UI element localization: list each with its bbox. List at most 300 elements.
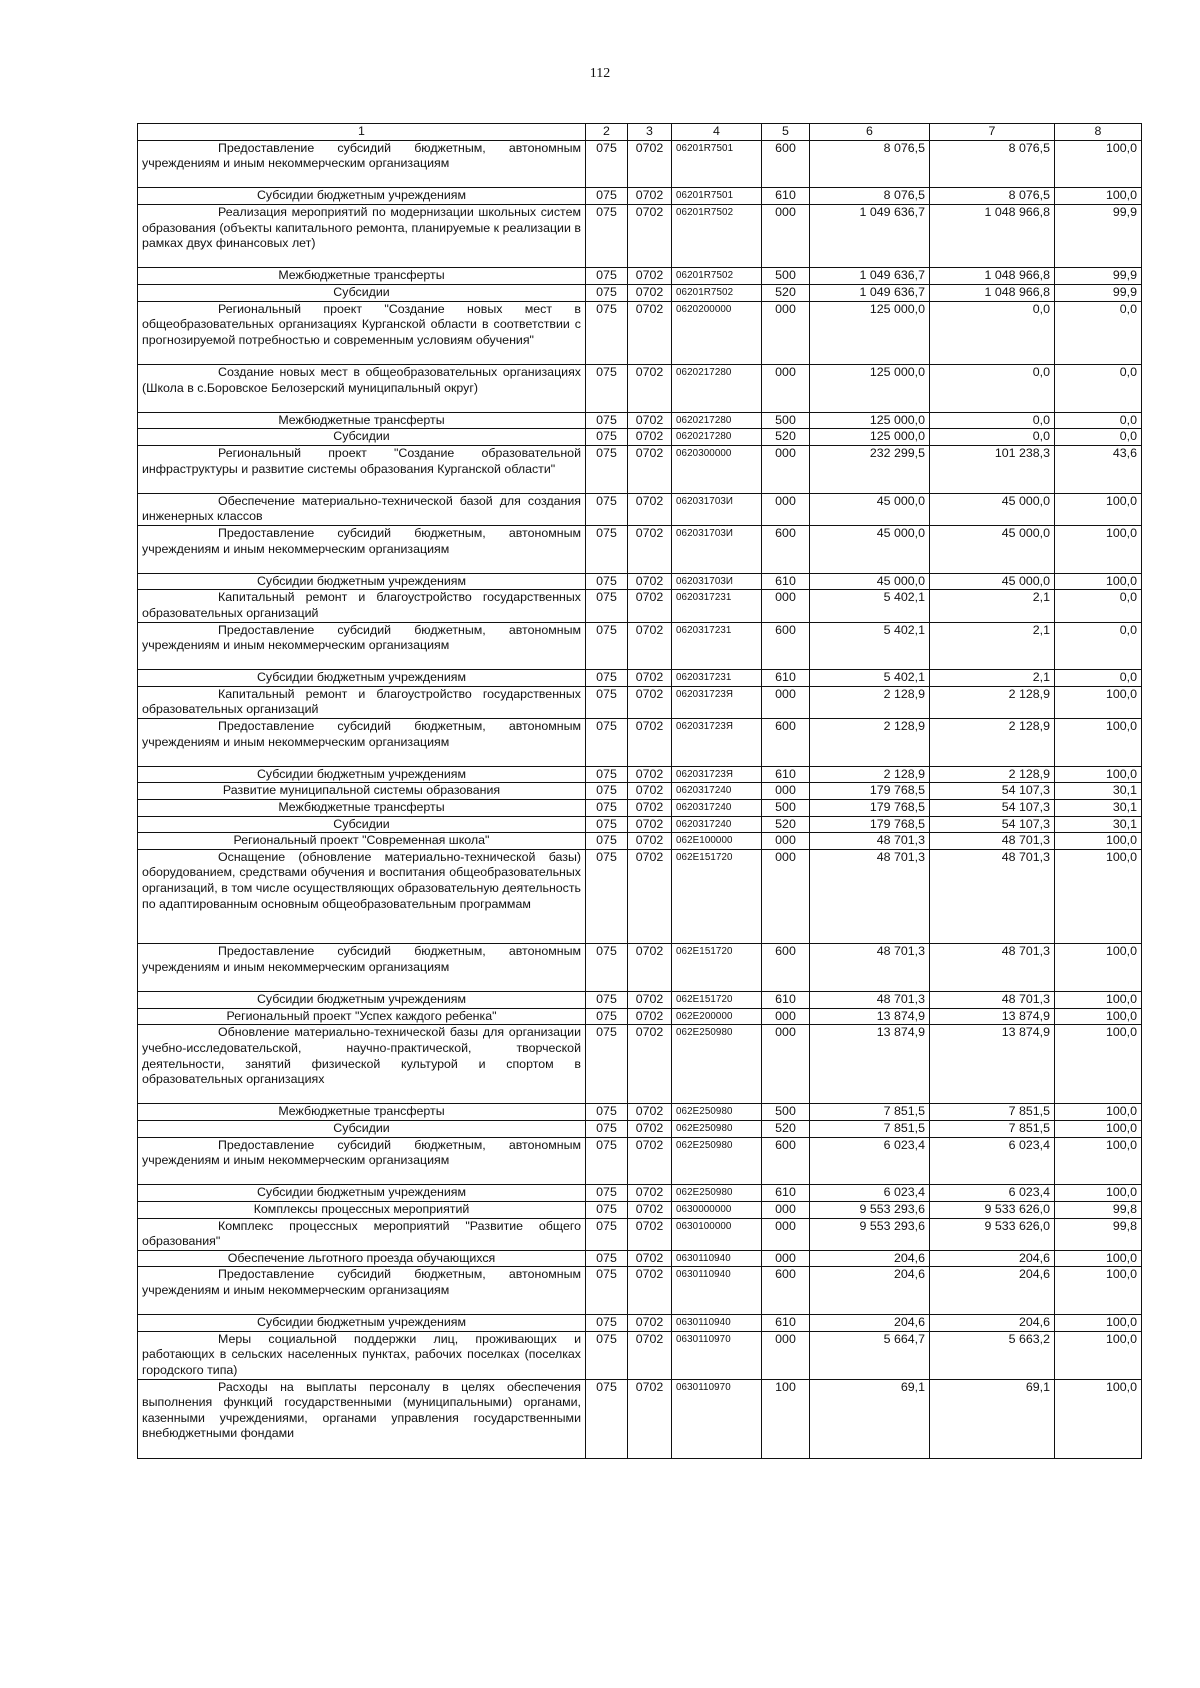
- row-expense-type: 000: [762, 1250, 810, 1267]
- row-admin-code: 075: [586, 590, 628, 622]
- row-name: Предоставление субсидий бюджетным, автономным учреждениям и иным некоммерческим организациям: [138, 140, 586, 188]
- row-expense-type: 610: [762, 573, 810, 590]
- row-planned: 232 299,5: [810, 445, 930, 493]
- row-section: 0702: [628, 1121, 672, 1138]
- table-row: [138, 284, 1142, 301]
- row-target-code: 062031703И: [672, 493, 762, 525]
- row-admin-code: 075: [586, 412, 628, 429]
- row-executed: 8 076,5: [930, 140, 1055, 188]
- row-executed: 2 128,9: [930, 686, 1055, 718]
- row-target-code: 062031723Я: [672, 719, 762, 767]
- row-expense-type: 600: [762, 1267, 810, 1315]
- row-expense-type: 000: [762, 590, 810, 622]
- row-planned: 125 000,0: [810, 301, 930, 364]
- row-expense-type: 000: [762, 445, 810, 493]
- row-target-code: 062031703И: [672, 525, 762, 573]
- header-row: [138, 124, 1142, 141]
- row-percent: 0,0: [1055, 670, 1142, 687]
- row-planned: 125 000,0: [810, 412, 930, 429]
- row-executed: 45 000,0: [930, 573, 1055, 590]
- row-target-code: 0620317240: [672, 800, 762, 817]
- row-name: Предоставление субсидий бюджетным, автономным учреждениям и иным некоммерческим организациям: [138, 944, 586, 992]
- table-row: [138, 992, 1142, 1009]
- column-header: 6: [810, 124, 930, 141]
- row-planned: 1 049 636,7: [810, 284, 930, 301]
- row-admin-code: 075: [586, 1104, 628, 1121]
- row-target-code: 0620217280: [672, 364, 762, 412]
- row-executed: 54 107,3: [930, 816, 1055, 833]
- row-percent: 30,1: [1055, 783, 1142, 800]
- row-expense-type: 000: [762, 1025, 810, 1104]
- row-planned: 8 076,5: [810, 140, 930, 188]
- row-section: 0702: [628, 800, 672, 817]
- row-admin-code: 075: [586, 1202, 628, 1219]
- row-admin-code: 075: [586, 686, 628, 718]
- table-row: [138, 445, 1142, 493]
- row-admin-code: 075: [586, 1379, 628, 1458]
- row-target-code: 06201R7502: [672, 268, 762, 285]
- row-name: Создание новых мест в общеобразовательных организациях (Школа в с.Боровское Белозерский муниципальный округ): [138, 364, 586, 412]
- row-section: 0702: [628, 1331, 672, 1379]
- row-name: Субсидии бюджетным учреждениям: [138, 573, 586, 590]
- row-section: 0702: [628, 525, 672, 573]
- row-executed: 204,6: [930, 1267, 1055, 1315]
- row-target-code: 062031723Я: [672, 766, 762, 783]
- table-row: [138, 816, 1142, 833]
- table-row: [138, 1267, 1142, 1315]
- row-target-code: 0620317240: [672, 816, 762, 833]
- row-percent: 100,0: [1055, 1121, 1142, 1138]
- row-planned: 48 701,3: [810, 992, 930, 1009]
- row-admin-code: 075: [586, 719, 628, 767]
- row-target-code: 062E250980: [672, 1137, 762, 1185]
- row-target-code: 062E151720: [672, 944, 762, 992]
- row-percent: 100,0: [1055, 944, 1142, 992]
- row-executed: 7 851,5: [930, 1121, 1055, 1138]
- row-percent: 100,0: [1055, 833, 1142, 850]
- row-planned: 48 701,3: [810, 849, 930, 944]
- row-target-code: 0620317240: [672, 783, 762, 800]
- row-admin-code: 075: [586, 204, 628, 267]
- row-target-code: 0630110940: [672, 1315, 762, 1332]
- row-planned: 45 000,0: [810, 525, 930, 573]
- row-admin-code: 075: [586, 1267, 628, 1315]
- column-header: 3: [628, 124, 672, 141]
- row-name: Субсидии: [138, 429, 586, 446]
- row-admin-code: 075: [586, 833, 628, 850]
- row-name: Комплекс процессных мероприятий "Развитие общего образования": [138, 1218, 586, 1250]
- row-planned: 45 000,0: [810, 493, 930, 525]
- row-target-code: 0620200000: [672, 301, 762, 364]
- row-name: Региональный проект "Создание образовательной инфраструктуры и развитие системы образования Курганской области": [138, 445, 586, 493]
- row-admin-code: 075: [586, 1315, 628, 1332]
- row-expense-type: 000: [762, 301, 810, 364]
- column-header: 8: [1055, 124, 1142, 141]
- row-admin-code: 075: [586, 284, 628, 301]
- row-expense-type: 100: [762, 1379, 810, 1458]
- row-target-code: 062E250980: [672, 1121, 762, 1138]
- row-planned: 1 049 636,7: [810, 204, 930, 267]
- row-section: 0702: [628, 268, 672, 285]
- row-percent: 43,6: [1055, 445, 1142, 493]
- table-row: [138, 766, 1142, 783]
- row-expense-type: 600: [762, 719, 810, 767]
- row-executed: 5 663,2: [930, 1331, 1055, 1379]
- row-planned: 179 768,5: [810, 816, 930, 833]
- table-row: [138, 783, 1142, 800]
- row-target-code: 0630110940: [672, 1267, 762, 1315]
- table-row: [138, 800, 1142, 817]
- row-name: Межбюджетные трансферты: [138, 412, 586, 429]
- table-row: [138, 1104, 1142, 1121]
- row-planned: 179 768,5: [810, 800, 930, 817]
- table-row: [138, 301, 1142, 364]
- row-target-code: 062E250980: [672, 1025, 762, 1104]
- table-row: [138, 1202, 1142, 1219]
- row-expense-type: 500: [762, 412, 810, 429]
- row-expense-type: 600: [762, 944, 810, 992]
- row-expense-type: 610: [762, 670, 810, 687]
- row-name: Региональный проект "Создание новых мест в общеобразовательных организациях Курганской области в соответствии с прогнозируемой потребностью и современным условиям обучения": [138, 301, 586, 364]
- row-expense-type: 600: [762, 622, 810, 670]
- row-name: Субсидии бюджетным учреждениям: [138, 670, 586, 687]
- row-expense-type: 500: [762, 1104, 810, 1121]
- row-name: Субсидии бюджетным учреждениям: [138, 1185, 586, 1202]
- row-target-code: 06201R7501: [672, 140, 762, 188]
- row-admin-code: 075: [586, 783, 628, 800]
- row-section: 0702: [628, 445, 672, 493]
- row-target-code: 06201R7501: [672, 188, 762, 205]
- row-target-code: 0620217280: [672, 412, 762, 429]
- row-section: 0702: [628, 1025, 672, 1104]
- row-target-code: 06201R7502: [672, 204, 762, 267]
- row-admin-code: 075: [586, 1250, 628, 1267]
- row-planned: 5 664,7: [810, 1331, 930, 1379]
- table-row: [138, 140, 1142, 188]
- row-percent: 0,0: [1055, 364, 1142, 412]
- row-admin-code: 075: [586, 766, 628, 783]
- row-admin-code: 075: [586, 445, 628, 493]
- row-executed: 6 023,4: [930, 1137, 1055, 1185]
- row-planned: 179 768,5: [810, 783, 930, 800]
- row-expense-type: 610: [762, 1185, 810, 1202]
- table-row: [138, 429, 1142, 446]
- row-target-code: 062E151720: [672, 992, 762, 1009]
- row-name: Капитальный ремонт и благоустройство государственных образовательных организаций: [138, 686, 586, 718]
- table-row: [138, 719, 1142, 767]
- row-admin-code: 075: [586, 944, 628, 992]
- row-percent: 30,1: [1055, 816, 1142, 833]
- row-name: Обновление материально-технической базы для организации учебно-исследовательской, научно-практической, творческой деятельности, занятий физической культурой и спортом в образовательных организациях: [138, 1025, 586, 1104]
- row-planned: 2 128,9: [810, 719, 930, 767]
- row-percent: 100,0: [1055, 1185, 1142, 1202]
- row-planned: 9 553 293,6: [810, 1218, 930, 1250]
- row-expense-type: 000: [762, 204, 810, 267]
- table-row: [138, 1121, 1142, 1138]
- row-executed: 13 874,9: [930, 1025, 1055, 1104]
- row-name: Предоставление субсидий бюджетным, автономным учреждениям и иным некоммерческим организациям: [138, 525, 586, 573]
- row-name: Субсидии бюджетным учреждениям: [138, 1315, 586, 1332]
- row-planned: 6 023,4: [810, 1185, 930, 1202]
- row-executed: 101 238,3: [930, 445, 1055, 493]
- row-admin-code: 075: [586, 1218, 628, 1250]
- row-executed: 1 048 966,8: [930, 268, 1055, 285]
- table-row: [138, 1218, 1142, 1250]
- row-expense-type: 000: [762, 1008, 810, 1025]
- row-name: Межбюджетные трансферты: [138, 800, 586, 817]
- row-name: Субсидии: [138, 284, 586, 301]
- row-target-code: 0630110970: [672, 1331, 762, 1379]
- row-executed: 6 023,4: [930, 1185, 1055, 1202]
- row-percent: 100,0: [1055, 719, 1142, 767]
- row-section: 0702: [628, 1315, 672, 1332]
- row-executed: 204,6: [930, 1315, 1055, 1332]
- table-row: [138, 1315, 1142, 1332]
- table-row: [138, 204, 1142, 267]
- row-section: 0702: [628, 140, 672, 188]
- row-percent: 0,0: [1055, 429, 1142, 446]
- row-target-code: 0620300000: [672, 445, 762, 493]
- row-executed: 1 048 966,8: [930, 204, 1055, 267]
- column-header: 1: [138, 124, 586, 141]
- row-target-code: 06201R7502: [672, 284, 762, 301]
- row-admin-code: 075: [586, 816, 628, 833]
- row-expense-type: 000: [762, 833, 810, 850]
- row-planned: 7 851,5: [810, 1121, 930, 1138]
- row-percent: 99,8: [1055, 1218, 1142, 1250]
- row-executed: 2,1: [930, 670, 1055, 687]
- row-section: 0702: [628, 573, 672, 590]
- table-row: [138, 1025, 1142, 1104]
- row-section: 0702: [628, 1137, 672, 1185]
- row-section: 0702: [628, 816, 672, 833]
- row-executed: 2,1: [930, 590, 1055, 622]
- row-admin-code: 075: [586, 800, 628, 817]
- row-percent: 100,0: [1055, 1025, 1142, 1104]
- row-executed: 0,0: [930, 301, 1055, 364]
- row-section: 0702: [628, 1008, 672, 1025]
- row-executed: 9 533 626,0: [930, 1218, 1055, 1250]
- row-expense-type: 600: [762, 1137, 810, 1185]
- row-name: Субсидии: [138, 816, 586, 833]
- row-admin-code: 075: [586, 301, 628, 364]
- row-name: Межбюджетные трансферты: [138, 1104, 586, 1121]
- row-expense-type: 520: [762, 816, 810, 833]
- row-executed: 48 701,3: [930, 849, 1055, 944]
- row-name: Субсидии бюджетным учреждениям: [138, 766, 586, 783]
- row-section: 0702: [628, 188, 672, 205]
- table-row: [138, 622, 1142, 670]
- row-planned: 2 128,9: [810, 766, 930, 783]
- row-expense-type: 610: [762, 992, 810, 1009]
- row-percent: 100,0: [1055, 1267, 1142, 1315]
- row-expense-type: 000: [762, 1331, 810, 1379]
- table-row: [138, 412, 1142, 429]
- row-planned: 8 076,5: [810, 188, 930, 205]
- table-row: [138, 573, 1142, 590]
- column-header: 7: [930, 124, 1055, 141]
- row-executed: 9 533 626,0: [930, 1202, 1055, 1219]
- row-planned: 7 851,5: [810, 1104, 930, 1121]
- row-target-code: 0630000000: [672, 1202, 762, 1219]
- row-percent: 100,0: [1055, 1315, 1142, 1332]
- column-header: 5: [762, 124, 810, 141]
- row-planned: 5 402,1: [810, 670, 930, 687]
- row-planned: 48 701,3: [810, 944, 930, 992]
- row-target-code: 062E250980: [672, 1104, 762, 1121]
- row-expense-type: 500: [762, 800, 810, 817]
- table-body: [138, 124, 1142, 1459]
- row-name: Обеспечение материально-технической базой для создания инженерных классов: [138, 493, 586, 525]
- row-admin-code: 075: [586, 849, 628, 944]
- row-admin-code: 075: [586, 1121, 628, 1138]
- table-row: [138, 1250, 1142, 1267]
- row-target-code: 062E250980: [672, 1185, 762, 1202]
- row-admin-code: 075: [586, 992, 628, 1009]
- row-expense-type: 000: [762, 364, 810, 412]
- row-executed: 54 107,3: [930, 800, 1055, 817]
- row-name: Предоставление субсидий бюджетным, автономным учреждениям и иным некоммерческим организациям: [138, 1267, 586, 1315]
- row-section: 0702: [628, 493, 672, 525]
- table-row: [138, 1379, 1142, 1458]
- row-executed: 8 076,5: [930, 188, 1055, 205]
- row-percent: 99,8: [1055, 1202, 1142, 1219]
- row-planned: 125 000,0: [810, 364, 930, 412]
- row-expense-type: 520: [762, 284, 810, 301]
- row-percent: 100,0: [1055, 1379, 1142, 1458]
- row-executed: 48 701,3: [930, 944, 1055, 992]
- row-planned: 45 000,0: [810, 573, 930, 590]
- row-executed: 48 701,3: [930, 992, 1055, 1009]
- row-admin-code: 075: [586, 670, 628, 687]
- row-planned: 204,6: [810, 1267, 930, 1315]
- row-expense-type: 520: [762, 429, 810, 446]
- row-admin-code: 075: [586, 429, 628, 446]
- row-target-code: 062031723Я: [672, 686, 762, 718]
- row-executed: 54 107,3: [930, 783, 1055, 800]
- row-planned: 5 402,1: [810, 622, 930, 670]
- table-row: [138, 833, 1142, 850]
- row-planned: 13 874,9: [810, 1025, 930, 1104]
- row-percent: 100,0: [1055, 1331, 1142, 1379]
- row-expense-type: 000: [762, 1218, 810, 1250]
- budget-table: [137, 123, 1142, 1459]
- row-target-code: 062031703И: [672, 573, 762, 590]
- column-header: 2: [586, 124, 628, 141]
- row-section: 0702: [628, 944, 672, 992]
- row-expense-type: 520: [762, 1121, 810, 1138]
- row-section: 0702: [628, 849, 672, 944]
- table-row: [138, 944, 1142, 992]
- row-section: 0702: [628, 301, 672, 364]
- row-name: Реализация мероприятий по модернизации школьных систем образования (объекты капитального ремонта, планируемые к реализации в рамках двух финансовых лет): [138, 204, 586, 267]
- row-percent: 30,1: [1055, 800, 1142, 817]
- row-percent: 100,0: [1055, 1008, 1142, 1025]
- row-percent: 99,9: [1055, 204, 1142, 267]
- row-section: 0702: [628, 1218, 672, 1250]
- row-target-code: 0630110970: [672, 1379, 762, 1458]
- row-admin-code: 075: [586, 573, 628, 590]
- row-expense-type: 000: [762, 686, 810, 718]
- row-section: 0702: [628, 590, 672, 622]
- row-percent: 100,0: [1055, 1104, 1142, 1121]
- table-row: [138, 1137, 1142, 1185]
- row-section: 0702: [628, 1250, 672, 1267]
- row-name: Развитие муниципальной системы образования: [138, 783, 586, 800]
- row-name: Обеспечение льготного проезда обучающихся: [138, 1250, 586, 1267]
- row-section: 0702: [628, 204, 672, 267]
- row-executed: 13 874,9: [930, 1008, 1055, 1025]
- row-target-code: 062E200000: [672, 1008, 762, 1025]
- row-admin-code: 075: [586, 1185, 628, 1202]
- row-target-code: 0630110940: [672, 1250, 762, 1267]
- row-section: 0702: [628, 622, 672, 670]
- row-executed: 45 000,0: [930, 525, 1055, 573]
- row-name: Капитальный ремонт и благоустройство государственных образовательных организаций: [138, 590, 586, 622]
- table-row: [138, 590, 1142, 622]
- row-section: 0702: [628, 412, 672, 429]
- row-section: 0702: [628, 686, 672, 718]
- row-target-code: 0620317231: [672, 670, 762, 687]
- row-planned: 1 049 636,7: [810, 268, 930, 285]
- row-executed: 2,1: [930, 622, 1055, 670]
- row-expense-type: 610: [762, 188, 810, 205]
- table-row: [138, 686, 1142, 718]
- row-executed: 7 851,5: [930, 1104, 1055, 1121]
- row-section: 0702: [628, 429, 672, 446]
- row-percent: 100,0: [1055, 525, 1142, 573]
- row-executed: 1 048 966,8: [930, 284, 1055, 301]
- row-name: Оснащение (обновление материально-технической базы) оборудованием, средствами обучения и воспитания общеобразовательных организаций, в том числе осуществляющих образовательную деятельность по адаптированным основным общеобразовательным программам: [138, 849, 586, 944]
- table-row: [138, 188, 1142, 205]
- row-admin-code: 075: [586, 525, 628, 573]
- row-percent: 0,0: [1055, 301, 1142, 364]
- row-planned: 9 553 293,6: [810, 1202, 930, 1219]
- row-planned: 2 128,9: [810, 686, 930, 718]
- row-percent: 0,0: [1055, 412, 1142, 429]
- row-admin-code: 075: [586, 493, 628, 525]
- table-row: [138, 268, 1142, 285]
- row-section: 0702: [628, 1379, 672, 1458]
- row-admin-code: 075: [586, 140, 628, 188]
- row-percent: 100,0: [1055, 766, 1142, 783]
- row-planned: 48 701,3: [810, 833, 930, 850]
- row-name: Предоставление субсидий бюджетным, автономным учреждениям и иным некоммерческим организациям: [138, 622, 586, 670]
- row-expense-type: 000: [762, 493, 810, 525]
- row-target-code: 0620317231: [672, 590, 762, 622]
- row-name: Меры социальной поддержки лиц, проживающих и работающих в сельских населенных пунктах, рабочих поселках (поселках городского типа): [138, 1331, 586, 1379]
- row-target-code: 062E151720: [672, 849, 762, 944]
- row-section: 0702: [628, 1267, 672, 1315]
- row-admin-code: 075: [586, 1137, 628, 1185]
- row-percent: 99,9: [1055, 268, 1142, 285]
- row-expense-type: 000: [762, 849, 810, 944]
- row-name: Расходы на выплаты персоналу в целях обеспечения выполнения функций государственными (муниципальными) органами, казенными учреждениями, органами управления государственными внебюджетными фондами: [138, 1379, 586, 1458]
- row-planned: 13 874,9: [810, 1008, 930, 1025]
- row-section: 0702: [628, 1202, 672, 1219]
- row-expense-type: 610: [762, 766, 810, 783]
- row-name: Предоставление субсидий бюджетным, автономным учреждениям и иным некоммерческим организациям: [138, 719, 586, 767]
- row-planned: 5 402,1: [810, 590, 930, 622]
- row-target-code: 0630100000: [672, 1218, 762, 1250]
- row-executed: 48 701,3: [930, 833, 1055, 850]
- table-row: [138, 1008, 1142, 1025]
- row-executed: 0,0: [930, 412, 1055, 429]
- column-header: 4: [672, 124, 762, 141]
- row-executed: 2 128,9: [930, 766, 1055, 783]
- row-section: 0702: [628, 1185, 672, 1202]
- table-row: [138, 525, 1142, 573]
